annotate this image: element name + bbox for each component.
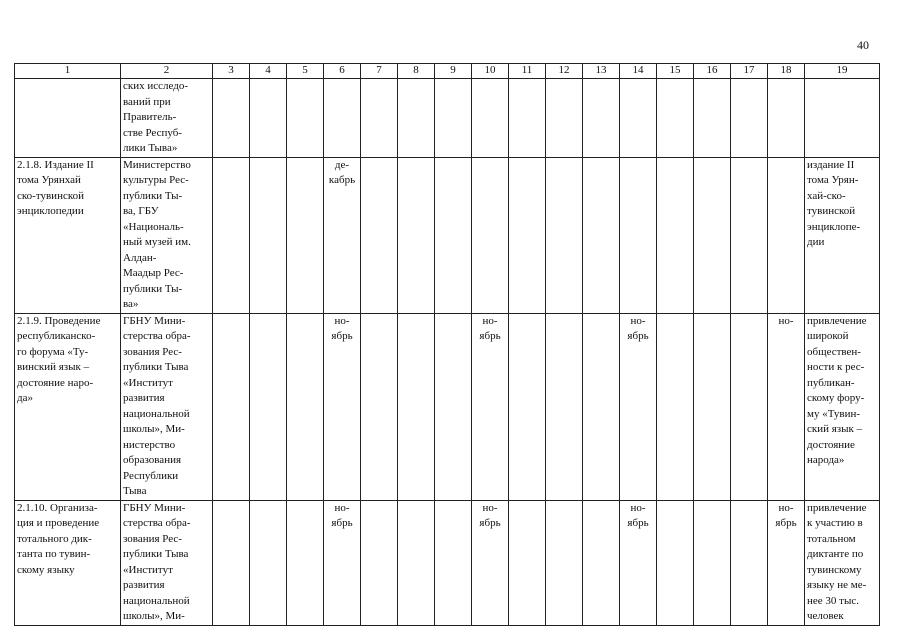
plan-table — [14, 63, 880, 626]
cell-period-17 — [731, 500, 768, 625]
page-number: 40 — [857, 38, 869, 52]
cell-period-7 — [361, 500, 398, 625]
cell-period-17 — [731, 157, 768, 313]
cell-period-18: но- — [768, 313, 805, 500]
cell-period-11 — [509, 157, 546, 313]
cell-period-18 — [768, 157, 805, 313]
cell-period-14: но- ябрь — [620, 313, 657, 500]
column-header-19: 19 — [805, 64, 880, 79]
cell-period-16 — [694, 79, 731, 158]
cell-period-6: но- ябрь — [324, 500, 361, 625]
cell-period-13 — [583, 500, 620, 625]
cell-period-13 — [583, 79, 620, 158]
cell-period-9 — [435, 79, 472, 158]
cell-period-7 — [361, 79, 398, 158]
table-row — [15, 157, 880, 313]
column-header-2: 2 — [121, 64, 213, 79]
cell-period-10: но- ябрь — [472, 500, 509, 625]
cell-period-11 — [509, 500, 546, 625]
column-header-1: 1 — [15, 64, 121, 79]
cell-executor: Министерство культуры Рес- публики Ты- ва, ГБУ «Националь- ный музей им. Алдан- Маадыр Рес- публики Ты- ва» — [121, 157, 213, 313]
cell-period-15 — [657, 313, 694, 500]
column-header-5: 5 — [287, 64, 324, 79]
cell-item: 2.1.8. Издание II тома Урянхай ско-тувинской энциклопедии — [15, 157, 121, 313]
cell-executor: ГБНУ Мини- стерства обра- зования Рес- публики Тыва «Институт развития национальной школы», Ми- — [121, 500, 213, 625]
cell-period-4 — [250, 79, 287, 158]
column-header-18: 18 — [768, 64, 805, 79]
cell-period-4 — [250, 500, 287, 625]
cell-period-5 — [287, 79, 324, 158]
cell-period-13 — [583, 157, 620, 313]
cell-period-16 — [694, 157, 731, 313]
table-body — [15, 79, 880, 626]
cell-item: 2.1.9. Проведение республиканско- го форума «Ту- винский язык – достояние наро- да» — [15, 313, 121, 500]
column-header-12: 12 — [546, 64, 583, 79]
cell-period-14 — [620, 157, 657, 313]
cell-period-11 — [509, 313, 546, 500]
cell-period-5 — [287, 157, 324, 313]
column-header-6: 6 — [324, 64, 361, 79]
cell-executor: ГБНУ Мини- стерства обра- зования Рес- публики Тыва «Институт развития национальной школы», Ми- нистерство образования Республики Тыва — [121, 313, 213, 500]
cell-period-3 — [213, 500, 250, 625]
cell-period-18 — [768, 79, 805, 158]
table-row — [15, 500, 880, 625]
cell-period-12 — [546, 500, 583, 625]
cell-period-18: но- ябрь — [768, 500, 805, 625]
column-header-7: 7 — [361, 64, 398, 79]
cell-period-6: де- кабрь — [324, 157, 361, 313]
cell-item: 2.1.10. Организа- ция и проведение тотального дик- танта по тувин- скому языку — [15, 500, 121, 625]
cell-period-12 — [546, 313, 583, 500]
cell-period-16 — [694, 500, 731, 625]
column-header-10: 10 — [472, 64, 509, 79]
cell-period-10: но- ябрь — [472, 313, 509, 500]
cell-period-4 — [250, 313, 287, 500]
cell-period-7 — [361, 313, 398, 500]
cell-period-10 — [472, 157, 509, 313]
cell-period-8 — [398, 79, 435, 158]
cell-result — [805, 79, 880, 158]
cell-period-15 — [657, 500, 694, 625]
cell-period-5 — [287, 500, 324, 625]
cell-period-10 — [472, 79, 509, 158]
column-header-4: 4 — [250, 64, 287, 79]
cell-period-12 — [546, 79, 583, 158]
cell-period-5 — [287, 313, 324, 500]
cell-period-6 — [324, 79, 361, 158]
cell-period-15 — [657, 79, 694, 158]
column-header-row — [15, 64, 880, 79]
cell-period-12 — [546, 157, 583, 313]
cell-period-14 — [620, 79, 657, 158]
column-header-14: 14 — [620, 64, 657, 79]
cell-period-9 — [435, 500, 472, 625]
cell-period-9 — [435, 313, 472, 500]
column-header-9: 9 — [435, 64, 472, 79]
cell-period-8 — [398, 313, 435, 500]
cell-period-6: но- ябрь — [324, 313, 361, 500]
cell-period-7 — [361, 157, 398, 313]
cell-period-3 — [213, 157, 250, 313]
column-header-13: 13 — [583, 64, 620, 79]
cell-period-13 — [583, 313, 620, 500]
cell-period-16 — [694, 313, 731, 500]
cell-period-3 — [213, 79, 250, 158]
column-header-3: 3 — [213, 64, 250, 79]
column-header-15: 15 — [657, 64, 694, 79]
cell-executor: ских исследо- ваний при Правитель- стве Респуб- лики Тыва» — [121, 79, 213, 158]
cell-period-14: но- ябрь — [620, 500, 657, 625]
cell-period-4 — [250, 157, 287, 313]
cell-period-11 — [509, 79, 546, 158]
cell-period-8 — [398, 157, 435, 313]
cell-period-3 — [213, 313, 250, 500]
column-header-17: 17 — [731, 64, 768, 79]
column-header-16: 16 — [694, 64, 731, 79]
column-header-8: 8 — [398, 64, 435, 79]
cell-period-9 — [435, 157, 472, 313]
cell-period-15 — [657, 157, 694, 313]
cell-item — [15, 79, 121, 158]
cell-period-8 — [398, 500, 435, 625]
table-row — [15, 313, 880, 500]
cell-result: привлечение широкой обществен- ности к рес- публикан- скому фору- му «Тувин- ский язык – достояние народа» — [805, 313, 880, 500]
cell-period-17 — [731, 79, 768, 158]
table-row — [15, 79, 880, 158]
cell-result: издание II тома Урян- хай-ско- тувинской энциклопе- дии — [805, 157, 880, 313]
cell-result: привлечение к участию в тотальном диктанте по тувинскому языку не ме- нее 30 тыс. человек — [805, 500, 880, 625]
column-header-11: 11 — [509, 64, 546, 79]
cell-period-17 — [731, 313, 768, 500]
